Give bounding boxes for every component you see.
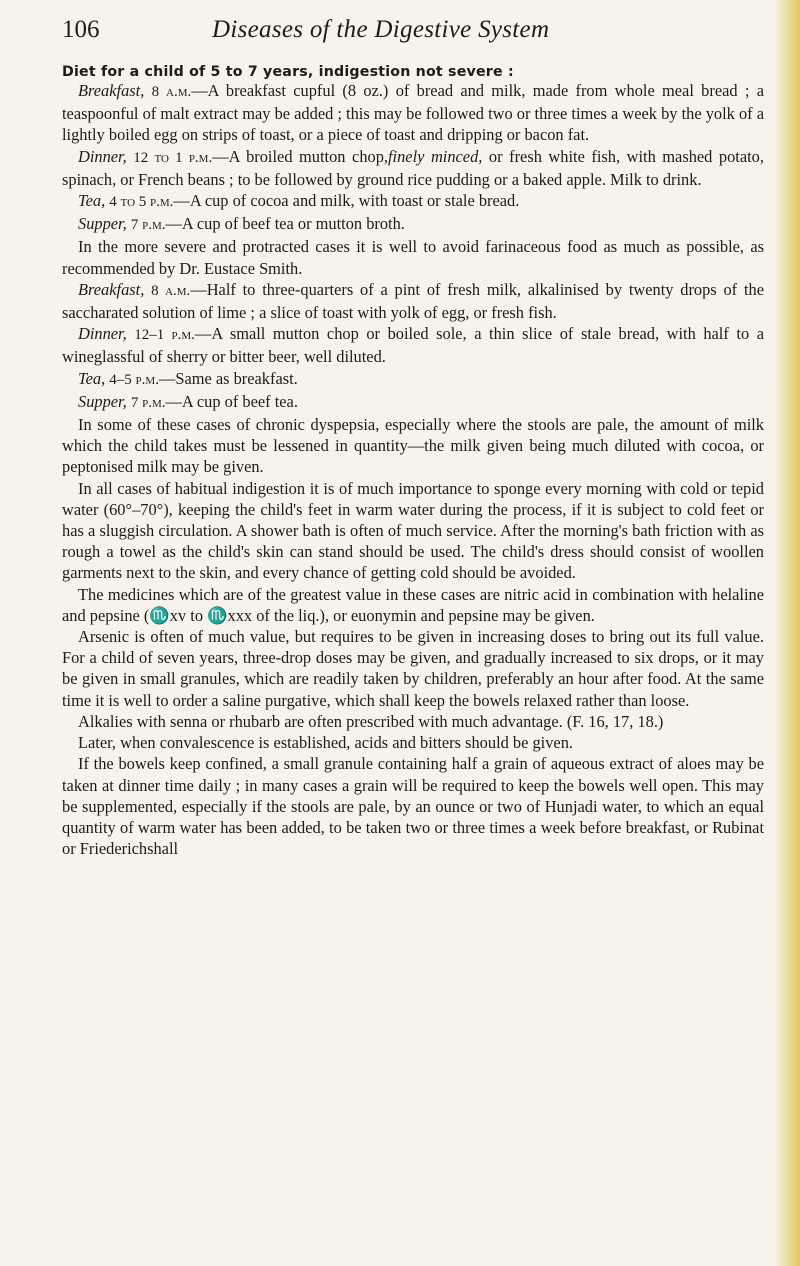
paragraph-milk: In some of these cases of chronic dyspepsia, especially where the stools are pale, the amount of milk which the child takes must be lessened in quantity—the milk given being much diluted with cocoa, or peptonised milk may be given. (62, 415, 764, 477)
paragraph-arsenic: Arsenic is often of much value, but requires to be given in increasing doses to bring out its full value. For a child of seven years, three-drop doses may be given, and gradually increased to six drops, or it may be given in small granules, which are readily taken by children, preferably an hour after food. At the same time it is well to order a saline purgative, which shall keep the bowels relaxed rather than loose. (62, 627, 764, 710)
paragraph-alkalies: Alkalies with senna or rhubarb are often prescribed with much advantage. (F. 16, 17, 18.) (78, 711, 664, 731)
diet2-supper: Supper, 7 p.m.—A cup of beef tea. (78, 391, 298, 411)
diet2-dinner: Dinner, 12–1 p.m.—A small mutton chop or boiled sole, a thin slice of stale bread, with half to a wineglassful of sherry or bitter beer, well diluted. (62, 324, 764, 367)
paragraph-medicines: The medicines which are of the greatest value in these cases are nitric acid in combination with helaline and pepsine (♏xv to ♏xxx of the liq.), or euonymin and pepsine may be given. (62, 584, 764, 625)
book-page (62, 16, 764, 859)
running-title: Diseases of the Digestive System (212, 16, 550, 43)
diet1-dinner: Dinner, 12 to 1 p.m.—A broiled mutton chop,finely minced, or fresh white fish, with mashed potato, spinach, or French beans ; to be followed by ground rice pudding or a baked apple. Milk to drink. (62, 146, 764, 189)
diet2-tea: Tea, 4–5 p.m.—Same as breakfast. (78, 368, 298, 388)
diet1-breakfast: Breakfast, 8 a.m.—A breakfast cupful (8 oz.) of bread and milk, made from whole meal bread ; a teaspoonful of malt extract may be added ; this may be followed two or three times a week by the yolk of a lightly boiled egg on strips of toast, or a piece of toast and dripping or bacon fat. (62, 81, 764, 145)
page-number: 106 (62, 16, 100, 43)
section-heading: Diet for a child of 5 to 7 years, indigestion not severe : (62, 64, 514, 80)
diet2-breakfast: Breakfast, 8 a.m.—Half to three-quarters of a pint of fresh milk, alkalinised by twenty drops of the saccharated solution of lime ; a slice of toast with yolk of egg, or fresh fish. (62, 279, 764, 323)
intro-severe-cases: In the more severe and protracted cases it is well to avoid farinaceous food as much as possible, as recommended by Dr. Eustace Smith. (62, 237, 764, 278)
paragraph-sponging: In all cases of habitual indigestion it is of much importance to sponge every morning with cold or tepid water (60°–70°), keeping the child's feet in warm water during the process, if it is subject to cold feet or has a sluggish circulation. A shower bath is often of much service. After the morning's bath friction with as rough a towel as the child's skin can stand should be used. The child's dress should consist of woollen garments next to the skin, and every chance of getting cold should be avoided. (62, 478, 764, 583)
diet1-tea: Tea, 4 to 5 p.m.—A cup of cocoa and milk, with toast or stale bread. (78, 191, 520, 211)
paragraph-convalescence: Later, when convalescence is established, acids and bitters should be given. (78, 733, 573, 753)
diet1-supper: Supper, 7 p.m.—A cup of beef tea or mutton broth. (78, 214, 405, 234)
paragraph-bowels: If the bowels keep confined, a small granule containing half a grain of aqueous extract of aloes may be taken at dinner time daily ; in many cases a grain will be required to keep the bowels well open. This may be supplemented, especially if the stools are pale, by an ounce or two of Hunjadi water, to which an equal quantity of warm water has been added, to be taken two or three times a week before breakfast, or Rubinat or Friederichshall (62, 754, 764, 859)
page-edge-shading (774, 0, 800, 1266)
running-head (62, 16, 764, 56)
